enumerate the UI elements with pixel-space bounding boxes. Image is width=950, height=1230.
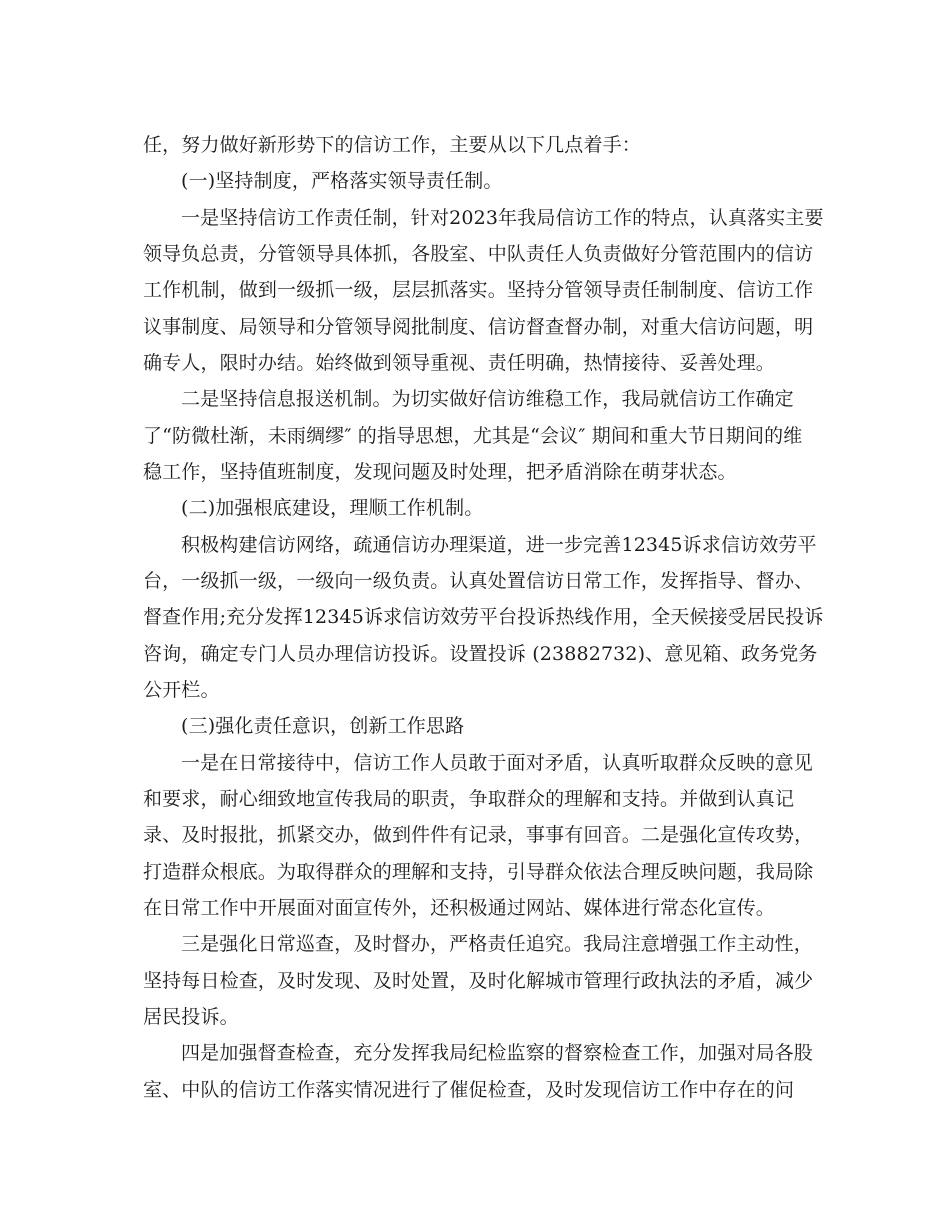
text-line: 四是加强督查检查，充分发挥我局纪检监察的督察检查工作，加强对局各股 — [181, 1042, 813, 1064]
text-line: 和要求，耐心细致地宣传我局的职责，争取群众的理解和支持。并做到认真记 — [143, 788, 795, 810]
text-line: 室、中队的信访工作落实情况进行了催促检查，及时发现信访工作中存在的问 — [143, 1079, 795, 1101]
text-line: 督查作用;充分发挥12345诉求信访效劳平台投诉热线作用，全天候接受居民投诉 — [143, 606, 824, 628]
text-line: 二是坚持信息报送机制。为切实做好信访维稳工作，我局就信访工作确定 — [181, 388, 794, 410]
text-line: 确专人，限时办结。始终做到领导重视、责任明确，热情接待、妥善处理。 — [143, 352, 775, 374]
text-line: 了“防微杜渐，未雨绸缪″ 的指导思想，尤其是“会议″ 期间和重大节日期间的维 — [143, 425, 803, 447]
text-line: 积极构建信访网络，疏通信访办理渠道，进一步完善12345诉求信访效劳平 — [181, 534, 817, 556]
text-line: 领导负总责，分管领导具体抓，各股室、中队责任人负责做好分管范围内的信访 — [143, 243, 814, 265]
text-line: 公开栏。 — [143, 679, 220, 701]
text-line: 一是在日常接待中，信访工作人员敢于面对矛盾，认真听取群众反映的意见 — [181, 752, 813, 774]
section-heading: (三)强化责任意识，创新工作思路 — [181, 715, 465, 737]
text-line: 台，一级抓一级，一级向一级负责。认真处置信访日常工作，发挥指导、督办、 — [143, 570, 814, 592]
text-line: 议事制度、局领导和分管领导阅批制度、信访督查督办制，对重大信访问题，明 — [143, 316, 814, 338]
text-line: 一是坚持信访工作责任制，针对2023年我局信访工作的特点，认真落实主要 — [181, 207, 824, 229]
text-line: 打造群众根底。为取得群众的理解和支持，引导群众依法合理反映问题，我局除 — [143, 861, 814, 883]
section-heading: (二)加强根底建设，理顺工作机制。 — [181, 497, 484, 519]
text-line: 任，努力做好新形势下的信访工作，主要从以下几点着手： — [143, 134, 641, 156]
text-line: 工作机制，做到一级抓一级，层层抓落实。坚持分管领导责任制制度、信访工作 — [143, 279, 814, 301]
text-line: 稳工作，坚持值班制度，发现问题及时处理，把矛盾消除在萌芽状态。 — [143, 461, 737, 483]
text-line: 三是强化日常巡查，及时督办，严格责任追究。我局注意增强工作主动性， — [181, 933, 813, 955]
text-line: 咨询，确定专门人员办理信访投诉。设置投诉 (23882732)、意见箱、政务党务 — [143, 643, 818, 665]
text-line: 录、及时报批，抓紧交办，做到件件有记录，事事有回音。二是强化宣传攻势， — [143, 824, 814, 846]
section-heading: (一)坚持制度，严格落实领导责任制。 — [181, 170, 503, 192]
text-line: 居民投诉。 — [143, 1006, 239, 1028]
text-line: 坚持每日检查，及时发现、及时处置，及时化解城市管理行政执法的矛盾，减少 — [143, 970, 814, 992]
text-line: 在日常工作中开展面对面宣传外，还积极通过网站、媒体进行常态化宣传。 — [143, 897, 775, 919]
